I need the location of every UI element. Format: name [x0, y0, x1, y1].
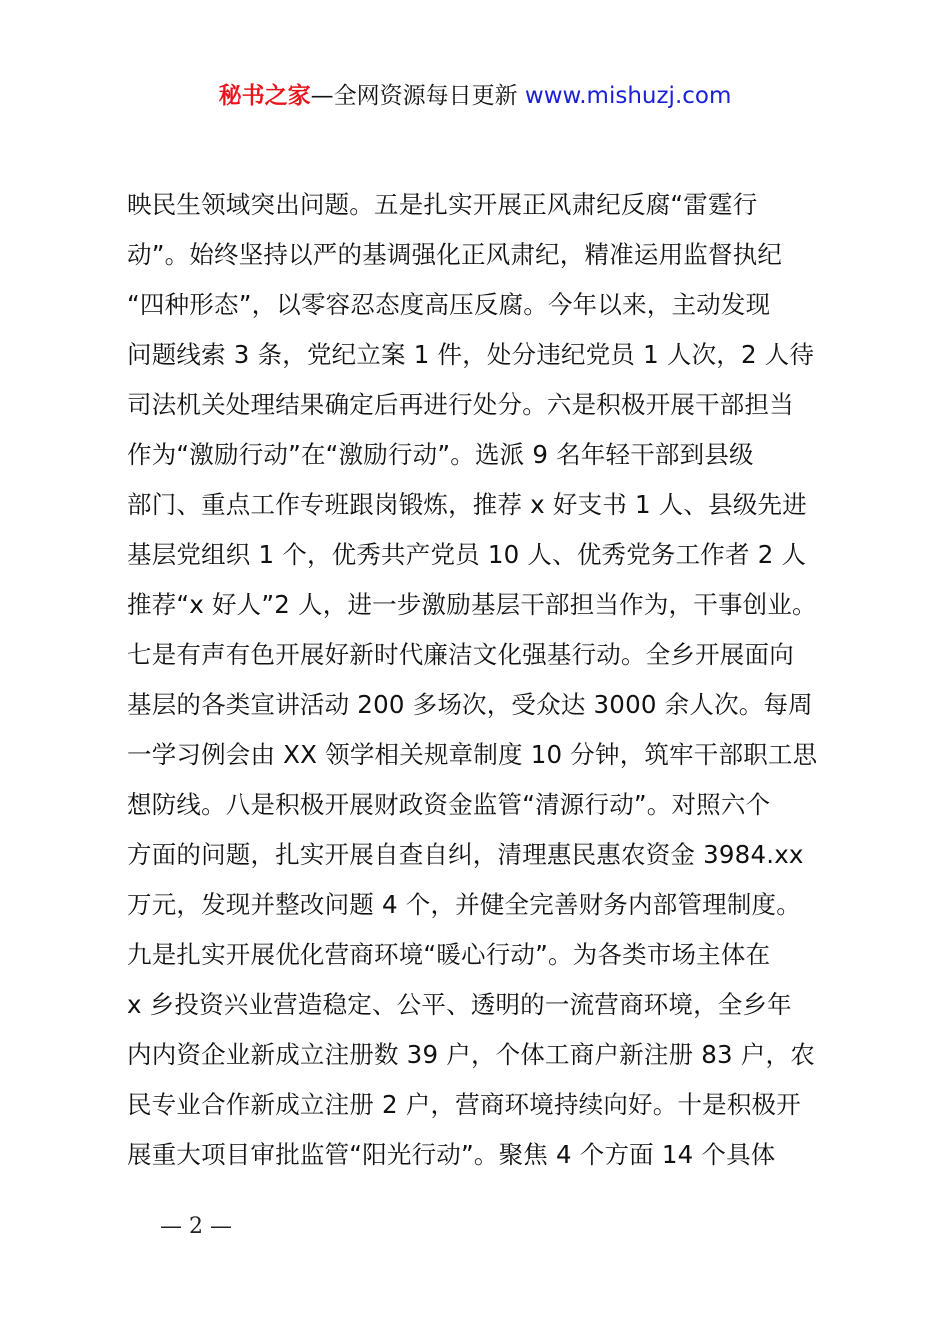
text-line: 万元，发现并整改问题 4 个，并健全完善财务内部管理制度。 — [127, 890, 801, 919]
text-line: x 乡投资兴业营造稳定、公平、透明的一流营商环境，全乡年 — [127, 990, 792, 1019]
text-line: 基层的各类宣讲活动 200 多场次，受众达 3000 余人次。每周 — [127, 690, 813, 719]
text-line: 展重大项目审批监管“阳光行动”。聚焦 4 个方面 14 个具体 — [127, 1140, 776, 1169]
text-line: 基层党组织 1 个，优秀共产党员 10 人、优秀党务工作者 2 人 — [127, 540, 807, 569]
text-line: 七是有声有色开展好新时代廉洁文化强基行动。全乡开展面向 — [127, 640, 794, 669]
text-line: 映民生领域突出问题。五是扎实开展正风肃纪反腐“雷霆行 — [127, 190, 758, 219]
text-line: 九是扎实开展优化营商环境“暖心行动”。为各类市场主体在 — [127, 940, 771, 969]
text-line: 一学习例会由 XX 领学相关规章制度 10 分钟，筑牢干部职工思 — [127, 740, 818, 769]
header-tagline: —全网资源每日更新 — [310, 83, 518, 109]
text-line: 部门、重点工作专班跟岗锻炼，推荐 x 好支书 1 人、县级先进 — [127, 490, 807, 519]
text-line: 方面的问题，扎实开展自查自纠，清理惠民惠农资金 3984.xx — [127, 840, 804, 869]
text-line: 问题线索 3 条，党纪立案 1 件，处分违纪党员 1 人次，2 人待 — [127, 340, 815, 369]
text-line: 民专业合作新成立注册 2 户，营商环境持续向好。十是积极开 — [127, 1090, 801, 1119]
brand-name: 秘书之家 — [218, 83, 311, 109]
text-line: 推荐“x 好人”2 人，进一步激励基层干部担当作为，干事创业。 — [127, 590, 817, 619]
text-line: 动”。始终坚持以严的基调强化正风肃纪，精准运用监督执纪 — [127, 240, 783, 269]
text-line: 想防线。八是积极开展财政资金监管“清源行动”。对照六个 — [127, 790, 771, 819]
text-line: “四种形态”，以零容忍态度高压反腐。今年以来，主动发现 — [127, 290, 771, 319]
text-line: 司法机关处理结果确定后再进行处分。六是积极开展干部担当 — [127, 390, 794, 419]
page-number: — 2 — — [160, 1214, 232, 1239]
text-line: 内内资企业新成立注册数 39 户，个体工商户新注册 83 户，农 — [127, 1040, 815, 1069]
page-header — [0, 80, 950, 112]
site-url[interactable]: www.mishuzj.com — [524, 83, 732, 109]
text-line: 作为“激励行动”在“激励行动”。选派 9 名年轻干部到县级 — [127, 440, 754, 469]
body-paragraph — [127, 180, 847, 1180]
